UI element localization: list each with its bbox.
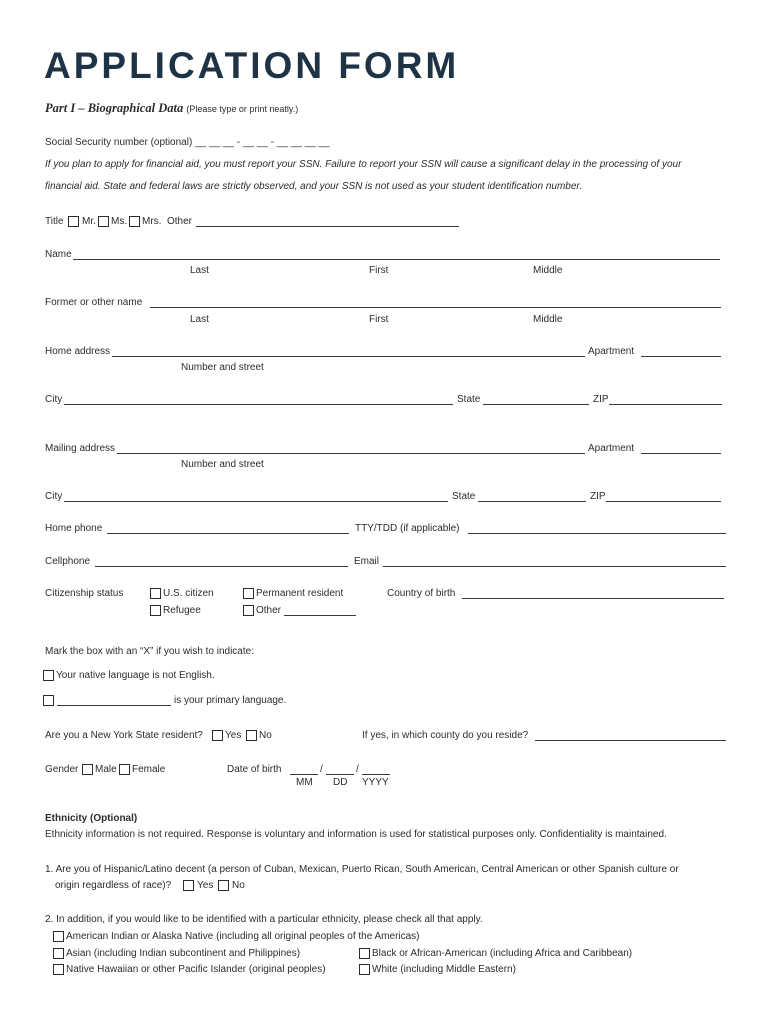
dob-year-input[interactable] xyxy=(362,774,390,775)
name-label: Name xyxy=(45,249,72,260)
mailing-number-street-caption: Number and street xyxy=(181,459,264,470)
home-city-input[interactable] xyxy=(64,404,453,405)
former-middle-caption: Middle xyxy=(533,314,563,325)
former-name-label: Former or other name xyxy=(45,297,143,308)
country-of-birth-input[interactable] xyxy=(462,598,724,599)
former-last-caption: Last xyxy=(190,314,209,325)
mailing-state-input[interactable] xyxy=(478,501,586,502)
tty-input[interactable] xyxy=(468,533,726,534)
ny-no-label: No xyxy=(259,730,272,741)
permanent-resident-label: Permanent resident xyxy=(256,588,344,599)
black-checkbox[interactable] xyxy=(359,948,370,959)
ny-resident-question: Are you a New York State resident? xyxy=(45,730,203,741)
american-indian-label: American Indian or Alaska Native (including all original peoples of the Americas) xyxy=(66,931,420,942)
title-mr-checkbox[interactable] xyxy=(68,216,79,227)
female-label: Female xyxy=(132,764,166,775)
ethnicity-q1-line2: origin regardless of race)? xyxy=(55,880,172,891)
citizenship-label: Citizenship status xyxy=(45,588,124,599)
mark-box-note: Mark the box with an “X” if you wish to indicate: xyxy=(45,646,254,657)
mailing-zip-label: ZIP xyxy=(590,491,606,502)
asian-label: Asian (including Indian subcontinent and Philippines) xyxy=(66,948,301,959)
dob-month-input[interactable] xyxy=(290,774,318,775)
refugee-label: Refugee xyxy=(163,605,201,616)
mailing-zip-input[interactable] xyxy=(606,501,721,502)
country-of-birth-label: Country of birth xyxy=(387,588,456,599)
name-last-caption: Last xyxy=(190,265,209,276)
mailing-apartment-input[interactable] xyxy=(641,453,721,454)
native-language-checkbox[interactable] xyxy=(43,670,54,681)
title-mr-label: Mr. xyxy=(82,216,96,227)
permanent-resident-checkbox[interactable] xyxy=(243,588,254,599)
ethnicity-heading: Ethnicity (Optional) xyxy=(45,813,138,824)
american-indian-checkbox[interactable] xyxy=(53,931,64,942)
hawaiian-checkbox[interactable] xyxy=(53,964,64,975)
male-checkbox[interactable] xyxy=(82,764,93,775)
white-checkbox[interactable] xyxy=(359,964,370,975)
title-label: Title xyxy=(45,216,64,227)
hispanic-no-label: No xyxy=(232,880,245,891)
home-phone-label: Home phone xyxy=(45,523,103,534)
us-citizen-checkbox[interactable] xyxy=(150,588,161,599)
female-checkbox[interactable] xyxy=(119,764,130,775)
dob-separator-1: / xyxy=(320,764,323,775)
citizenship-other-label: Other xyxy=(256,605,282,616)
name-first-caption: First xyxy=(369,265,389,276)
ssn-note-line2: financial aid. State and federal laws are strictly observed, and your SSN is not used as your student identification number. xyxy=(45,181,583,192)
ethnicity-q1-line1: 1. Are you of Hispanic/Latino decent (a person of Cuban, Mexican, Puerto Rican, South American, Central American or other Spanish culture or xyxy=(45,864,679,875)
cellphone-input[interactable] xyxy=(95,566,348,567)
dob-day-input[interactable] xyxy=(326,774,354,775)
form-title: APPLICATION FORM xyxy=(44,45,460,86)
ssn-field[interactable]: Social Security number (optional) __ __ __ - __ __ - __ __ __ __ xyxy=(45,137,330,148)
home-zip-label: ZIP xyxy=(593,394,609,405)
male-label: Male xyxy=(95,764,117,775)
email-input[interactable] xyxy=(383,566,726,567)
mailing-city-label: City xyxy=(45,491,63,502)
ssn-note-line1: If you plan to apply for financial aid, you must report your SSN. Failure to report your SSN will cause a significant delay in the processing of your xyxy=(45,159,682,170)
primary-language-label: is your primary language. xyxy=(174,695,287,706)
title-mrs-checkbox[interactable] xyxy=(129,216,140,227)
hispanic-yes-checkbox[interactable] xyxy=(183,880,194,891)
ethnicity-note: Ethnicity information is not required. Response is voluntary and information is used for statistical purposes only. Confidentiality is maintained. xyxy=(45,829,667,840)
asian-checkbox[interactable] xyxy=(53,948,64,959)
dob-separator-2: / xyxy=(356,764,359,775)
citizenship-other-input[interactable] xyxy=(284,615,356,616)
title-other-label: Other xyxy=(167,216,193,227)
us-citizen-label: U.S. citizen xyxy=(163,588,214,599)
ny-no-checkbox[interactable] xyxy=(246,730,257,741)
county-input[interactable] xyxy=(535,740,726,741)
email-label: Email xyxy=(354,556,380,567)
dob-mm-caption: MM xyxy=(296,777,313,788)
mailing-city-input[interactable] xyxy=(64,501,448,502)
dob-dd-caption: DD xyxy=(333,777,348,788)
dob-label: Date of birth xyxy=(227,764,282,775)
home-number-street-caption: Number and street xyxy=(181,362,264,373)
mailing-address-input[interactable] xyxy=(117,453,585,454)
former-name-input[interactable] xyxy=(150,307,721,308)
name-middle-caption: Middle xyxy=(533,265,563,276)
white-label: White (including Middle Eastern) xyxy=(372,964,516,975)
home-apartment-label: Apartment xyxy=(588,346,635,357)
primary-language-input[interactable] xyxy=(57,705,171,706)
home-city-label: City xyxy=(45,394,63,405)
primary-language-checkbox[interactable] xyxy=(43,695,54,706)
title-ms-label: Ms. xyxy=(111,216,128,227)
cellphone-label: Cellphone xyxy=(45,556,91,567)
dob-yyyy-caption: YYYY xyxy=(362,777,389,788)
title-other-input[interactable] xyxy=(196,226,459,227)
native-language-label: Your native language is not English. xyxy=(56,670,215,681)
name-input[interactable] xyxy=(73,259,720,260)
black-label: Black or African-American (including Africa and Caribbean) xyxy=(372,948,633,959)
tty-label: TTY/TDD (if applicable) xyxy=(355,523,460,534)
home-zip-input[interactable] xyxy=(609,404,722,405)
part-heading xyxy=(45,100,298,117)
part-note: (Please type or print neatly.) xyxy=(186,104,299,114)
mailing-apartment-label: Apartment xyxy=(588,443,635,454)
home-apartment-input[interactable] xyxy=(641,356,721,357)
county-question: If yes, in which county do you reside? xyxy=(362,730,529,741)
hispanic-yes-label: Yes xyxy=(197,880,214,891)
home-address-input[interactable] xyxy=(112,356,585,357)
ny-yes-checkbox[interactable] xyxy=(212,730,223,741)
ethnicity-q2: 2. In addition, if you would like to be identified with a particular ethnicity, please check all that apply. xyxy=(45,914,483,925)
home-address-label: Home address xyxy=(45,346,111,357)
title-mrs-label: Mrs. xyxy=(142,216,162,227)
title-ms-checkbox[interactable] xyxy=(98,216,109,227)
hispanic-no-checkbox[interactable] xyxy=(218,880,229,891)
home-state-input[interactable] xyxy=(483,404,589,405)
citizenship-other-checkbox[interactable] xyxy=(243,605,254,616)
hawaiian-label: Native Hawaiian or other Pacific Islander (original peoples) xyxy=(66,964,326,975)
gender-label: Gender xyxy=(45,764,79,775)
part-title: Part I – Biographical Data xyxy=(45,101,184,115)
mailing-state-label: State xyxy=(452,491,476,502)
mailing-address-label: Mailing address xyxy=(45,443,116,454)
home-state-label: State xyxy=(457,394,481,405)
home-phone-input[interactable] xyxy=(107,533,349,534)
former-first-caption: First xyxy=(369,314,389,325)
ny-yes-label: Yes xyxy=(225,730,242,741)
refugee-checkbox[interactable] xyxy=(150,605,161,616)
